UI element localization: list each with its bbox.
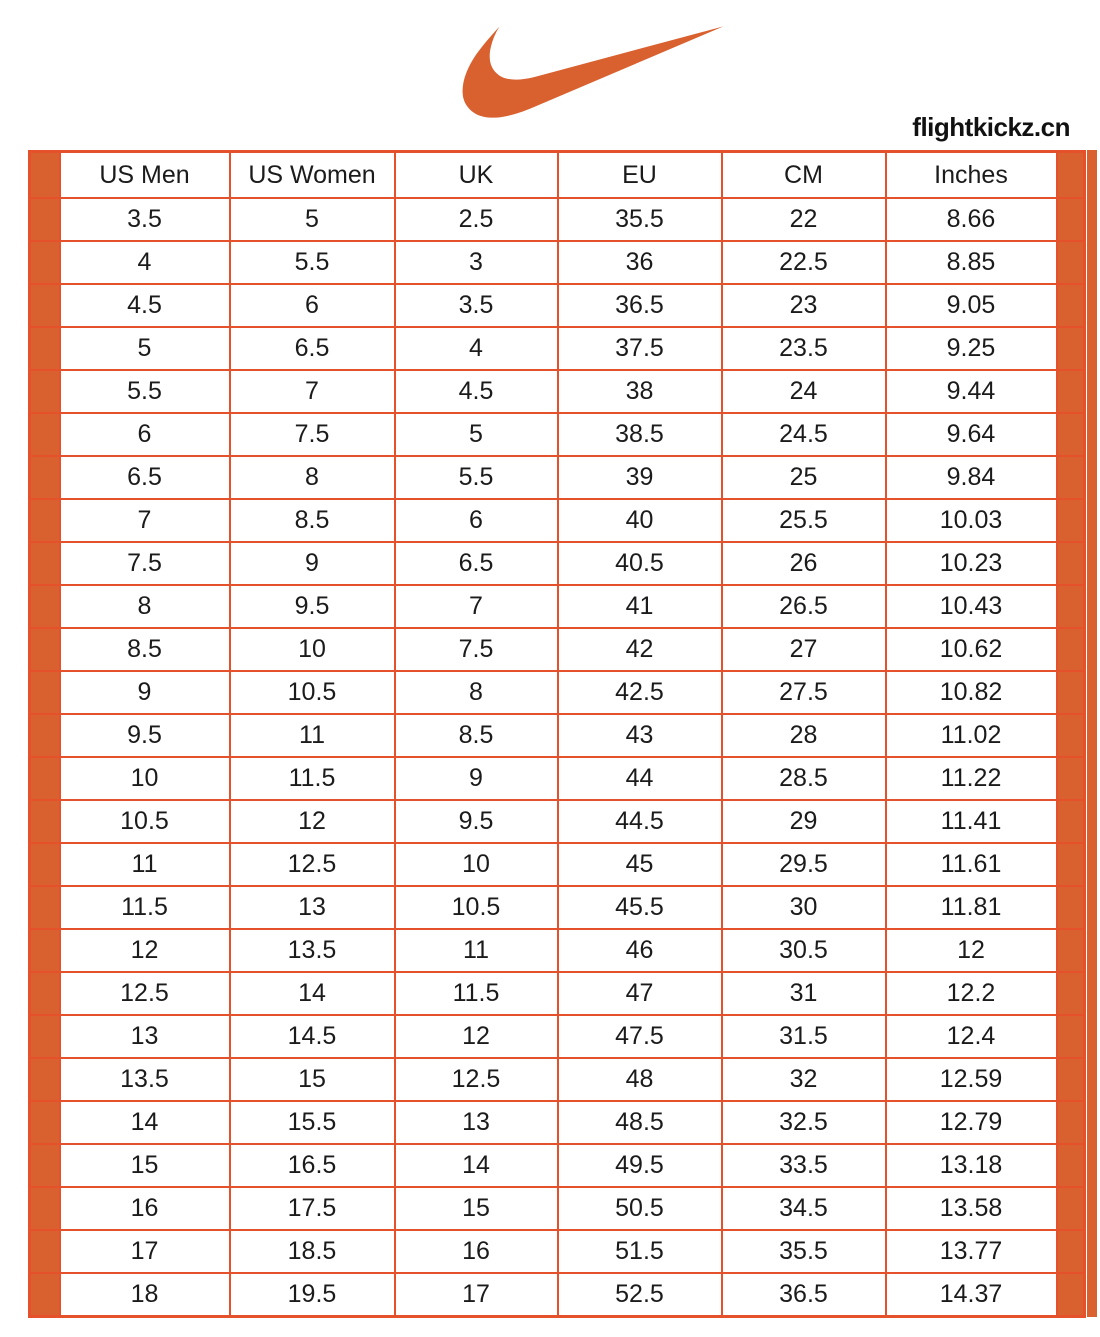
size-cell: 42 <box>558 628 722 671</box>
table-row <box>30 714 1085 757</box>
size-cell: 11.81 <box>886 886 1057 929</box>
size-cell: 16 <box>60 1187 230 1230</box>
table-row <box>30 499 1085 542</box>
accent-bar-cell <box>1057 152 1085 199</box>
size-cell: 13.18 <box>886 1144 1057 1187</box>
size-cell: 17.5 <box>230 1187 395 1230</box>
size-cell: 50.5 <box>558 1187 722 1230</box>
size-cell: 34.5 <box>722 1187 886 1230</box>
right-accent-stripe <box>1087 150 1097 1317</box>
size-cell: 12.5 <box>230 843 395 886</box>
size-cell: 7 <box>230 370 395 413</box>
size-cell: 10.82 <box>886 671 1057 714</box>
size-cell: 31 <box>722 972 886 1015</box>
size-cell: 11.02 <box>886 714 1057 757</box>
accent-bar-cell <box>30 1273 60 1317</box>
size-cell: 48.5 <box>558 1101 722 1144</box>
size-cell: 6 <box>230 284 395 327</box>
size-chart-table-wrap <box>28 150 1086 1318</box>
size-cell: 12 <box>60 929 230 972</box>
size-cell: 44 <box>558 757 722 800</box>
accent-bar-cell <box>1057 456 1085 499</box>
size-cell: 18.5 <box>230 1230 395 1273</box>
size-cell: 31.5 <box>722 1015 886 1058</box>
size-cell: 11 <box>230 714 395 757</box>
size-cell: 24.5 <box>722 413 886 456</box>
watermark-text: flightkickz.cn <box>912 112 1070 142</box>
table-row <box>30 370 1085 413</box>
size-cell: 4.5 <box>60 284 230 327</box>
size-cell: 25 <box>722 456 886 499</box>
size-cell: 51.5 <box>558 1230 722 1273</box>
size-cell: 9.5 <box>60 714 230 757</box>
size-cell: 8.5 <box>60 628 230 671</box>
size-cell: 13 <box>60 1015 230 1058</box>
size-cell: 9 <box>60 671 230 714</box>
size-cell: 10.43 <box>886 585 1057 628</box>
size-cell: 13.5 <box>60 1058 230 1101</box>
table-row <box>30 1058 1085 1101</box>
accent-bar-cell <box>1057 1015 1085 1058</box>
accent-bar-cell <box>30 800 60 843</box>
accent-bar-cell <box>30 714 60 757</box>
size-cell: 9.44 <box>886 370 1057 413</box>
size-cell: 10.5 <box>395 886 558 929</box>
accent-bar-cell <box>1057 671 1085 714</box>
table-row <box>30 241 1085 284</box>
size-cell: 26.5 <box>722 585 886 628</box>
size-cell: 11 <box>60 843 230 886</box>
size-cell: 10.5 <box>60 800 230 843</box>
table-row <box>30 886 1085 929</box>
size-cell: 30.5 <box>722 929 886 972</box>
size-cell: 15 <box>60 1144 230 1187</box>
size-cell: 10.03 <box>886 499 1057 542</box>
size-cell: 6.5 <box>395 542 558 585</box>
accent-bar-cell <box>30 499 60 542</box>
accent-bar-cell <box>1057 714 1085 757</box>
size-cell: 35.5 <box>722 1230 886 1273</box>
size-cell: 19.5 <box>230 1273 395 1317</box>
accent-bar-cell <box>30 1015 60 1058</box>
table-row <box>30 757 1085 800</box>
size-cell: 24 <box>722 370 886 413</box>
accent-bar-cell <box>30 152 60 199</box>
accent-bar-cell <box>30 929 60 972</box>
size-cell: 38 <box>558 370 722 413</box>
size-cell: 46 <box>558 929 722 972</box>
size-cell: 28 <box>722 714 886 757</box>
nike-swoosh-icon <box>463 26 724 117</box>
size-cell: 15 <box>230 1058 395 1101</box>
size-cell: 38.5 <box>558 413 722 456</box>
size-cell: 12.2 <box>886 972 1057 1015</box>
size-cell: 16.5 <box>230 1144 395 1187</box>
table-row <box>30 542 1085 585</box>
accent-bar-cell <box>30 1101 60 1144</box>
size-cell: 9.5 <box>230 585 395 628</box>
nike-swoosh-logo <box>452 22 734 122</box>
size-cell: 11.61 <box>886 843 1057 886</box>
size-cell: 9.84 <box>886 456 1057 499</box>
size-cell: 11.41 <box>886 800 1057 843</box>
size-cell: 8 <box>60 585 230 628</box>
size-cell: 9 <box>230 542 395 585</box>
accent-bar-cell <box>1057 1187 1085 1230</box>
accent-bar-cell <box>30 241 60 284</box>
size-cell: 8 <box>230 456 395 499</box>
size-cell: 11.5 <box>230 757 395 800</box>
size-cell: 9 <box>395 757 558 800</box>
size-cell: 33.5 <box>722 1144 886 1187</box>
table-row <box>30 972 1085 1015</box>
size-cell: 2.5 <box>395 198 558 241</box>
size-chart-table <box>28 150 1086 1318</box>
size-cell: 10.5 <box>230 671 395 714</box>
size-cell: 36 <box>558 241 722 284</box>
size-cell: 22 <box>722 198 886 241</box>
size-cell: 32 <box>722 1058 886 1101</box>
size-cell: 9.64 <box>886 413 1057 456</box>
accent-bar-cell <box>1057 1230 1085 1273</box>
size-cell: 27.5 <box>722 671 886 714</box>
size-cell: 9.25 <box>886 327 1057 370</box>
header-row <box>30 152 1085 199</box>
size-cell: 48 <box>558 1058 722 1101</box>
size-cell: 10 <box>230 628 395 671</box>
size-cell: 12 <box>886 929 1057 972</box>
accent-bar-cell <box>1057 499 1085 542</box>
table-row <box>30 1101 1085 1144</box>
size-cell: 10.62 <box>886 628 1057 671</box>
size-cell: 8.85 <box>886 241 1057 284</box>
size-cell: 12.5 <box>60 972 230 1015</box>
size-cell: 13.77 <box>886 1230 1057 1273</box>
size-cell: 12.4 <box>886 1015 1057 1058</box>
size-cell: 5.5 <box>60 370 230 413</box>
size-cell: 32.5 <box>722 1101 886 1144</box>
size-cell: 8.66 <box>886 198 1057 241</box>
size-cell: 37.5 <box>558 327 722 370</box>
size-cell: 41 <box>558 585 722 628</box>
accent-bar-cell <box>30 1058 60 1101</box>
accent-bar-cell <box>1057 198 1085 241</box>
size-cell: 4.5 <box>395 370 558 413</box>
accent-bar-cell <box>1057 370 1085 413</box>
size-cell: 12 <box>230 800 395 843</box>
size-chart-body <box>30 198 1085 1317</box>
size-cell: 25.5 <box>722 499 886 542</box>
column-header: UK <box>395 152 558 199</box>
size-cell: 12.79 <box>886 1101 1057 1144</box>
table-row <box>30 284 1085 327</box>
size-cell: 5 <box>395 413 558 456</box>
size-cell: 49.5 <box>558 1144 722 1187</box>
table-row <box>30 585 1085 628</box>
size-cell: 11.22 <box>886 757 1057 800</box>
accent-bar-cell <box>30 671 60 714</box>
accent-bar-cell <box>30 413 60 456</box>
size-cell: 10 <box>60 757 230 800</box>
accent-bar-cell <box>1057 327 1085 370</box>
size-cell: 23 <box>722 284 886 327</box>
size-cell: 6 <box>395 499 558 542</box>
size-cell: 14 <box>60 1101 230 1144</box>
column-header: US Women <box>230 152 395 199</box>
accent-bar-cell <box>30 886 60 929</box>
table-row <box>30 327 1085 370</box>
size-cell: 8.5 <box>395 714 558 757</box>
size-cell: 5 <box>60 327 230 370</box>
accent-bar-cell <box>30 628 60 671</box>
accent-bar-cell <box>1057 972 1085 1015</box>
size-cell: 12 <box>395 1015 558 1058</box>
column-header: Inches <box>886 152 1057 199</box>
accent-bar-cell <box>1057 1101 1085 1144</box>
size-cell: 10.23 <box>886 542 1057 585</box>
size-cell: 39 <box>558 456 722 499</box>
accent-bar-cell <box>30 1144 60 1187</box>
size-cell: 45 <box>558 843 722 886</box>
table-row <box>30 1015 1085 1058</box>
size-cell: 9.05 <box>886 284 1057 327</box>
table-row <box>30 929 1085 972</box>
table-row <box>30 1230 1085 1273</box>
size-cell: 5.5 <box>230 241 395 284</box>
size-cell: 4 <box>395 327 558 370</box>
accent-bar-cell <box>1057 284 1085 327</box>
size-cell: 47 <box>558 972 722 1015</box>
size-cell: 3.5 <box>395 284 558 327</box>
size-cell: 14 <box>230 972 395 1015</box>
accent-bar-cell <box>1057 1144 1085 1187</box>
table-row <box>30 843 1085 886</box>
table-row <box>30 628 1085 671</box>
size-cell: 13.58 <box>886 1187 1057 1230</box>
size-cell: 15.5 <box>230 1101 395 1144</box>
size-cell: 18 <box>60 1273 230 1317</box>
accent-bar-cell <box>1057 585 1085 628</box>
size-cell: 29.5 <box>722 843 886 886</box>
size-cell: 22.5 <box>722 241 886 284</box>
table-row <box>30 1144 1085 1187</box>
accent-bar-cell <box>1057 843 1085 886</box>
table-row <box>30 1187 1085 1230</box>
accent-bar-cell <box>1057 800 1085 843</box>
size-cell: 13.5 <box>230 929 395 972</box>
size-cell: 13 <box>230 886 395 929</box>
size-cell: 30 <box>722 886 886 929</box>
accent-bar-cell <box>1057 886 1085 929</box>
size-cell: 23.5 <box>722 327 886 370</box>
size-cell: 14 <box>395 1144 558 1187</box>
table-row <box>30 456 1085 499</box>
accent-bar-cell <box>1057 241 1085 284</box>
size-cell: 12.59 <box>886 1058 1057 1101</box>
size-cell: 36.5 <box>558 284 722 327</box>
table-row <box>30 800 1085 843</box>
size-cell: 6.5 <box>60 456 230 499</box>
accent-bar-cell <box>30 327 60 370</box>
column-header: CM <box>722 152 886 199</box>
accent-bar-cell <box>30 284 60 327</box>
table-row <box>30 671 1085 714</box>
size-cell: 8.5 <box>230 499 395 542</box>
accent-bar-cell <box>30 456 60 499</box>
accent-bar-cell <box>1057 542 1085 585</box>
size-cell: 4 <box>60 241 230 284</box>
accent-bar-cell <box>30 585 60 628</box>
table-row <box>30 198 1085 241</box>
accent-bar-cell <box>1057 757 1085 800</box>
size-cell: 28.5 <box>722 757 886 800</box>
size-cell: 14.37 <box>886 1273 1057 1317</box>
accent-bar-cell <box>30 1230 60 1273</box>
size-cell: 14.5 <box>230 1015 395 1058</box>
table-row <box>30 1273 1085 1317</box>
size-cell: 16 <box>395 1230 558 1273</box>
size-cell: 11 <box>395 929 558 972</box>
size-cell: 9.5 <box>395 800 558 843</box>
accent-bar-cell <box>30 757 60 800</box>
size-cell: 40 <box>558 499 722 542</box>
size-cell: 35.5 <box>558 198 722 241</box>
accent-bar-cell <box>1057 413 1085 456</box>
size-cell: 6 <box>60 413 230 456</box>
accent-bar-cell <box>30 542 60 585</box>
size-cell: 43 <box>558 714 722 757</box>
accent-bar-cell <box>1057 929 1085 972</box>
accent-bar-cell <box>30 1187 60 1230</box>
size-cell: 44.5 <box>558 800 722 843</box>
size-cell: 15 <box>395 1187 558 1230</box>
size-cell: 6.5 <box>230 327 395 370</box>
size-cell: 10 <box>395 843 558 886</box>
size-cell: 5 <box>230 198 395 241</box>
size-cell: 7.5 <box>60 542 230 585</box>
size-cell: 26 <box>722 542 886 585</box>
size-cell: 52.5 <box>558 1273 722 1317</box>
size-cell: 11.5 <box>60 886 230 929</box>
size-cell: 45.5 <box>558 886 722 929</box>
size-cell: 29 <box>722 800 886 843</box>
size-cell: 7.5 <box>230 413 395 456</box>
size-cell: 8 <box>395 671 558 714</box>
size-cell: 3.5 <box>60 198 230 241</box>
accent-bar-cell <box>1057 1273 1085 1317</box>
size-cell: 47.5 <box>558 1015 722 1058</box>
size-cell: 36.5 <box>722 1273 886 1317</box>
size-chart-header <box>30 152 1085 199</box>
accent-bar-cell <box>30 843 60 886</box>
accent-bar-cell <box>1057 1058 1085 1101</box>
size-cell: 7.5 <box>395 628 558 671</box>
column-header: US Men <box>60 152 230 199</box>
size-cell: 3 <box>395 241 558 284</box>
column-header: EU <box>558 152 722 199</box>
size-cell: 27 <box>722 628 886 671</box>
size-cell: 12.5 <box>395 1058 558 1101</box>
accent-bar-cell <box>30 370 60 413</box>
size-cell: 7 <box>60 499 230 542</box>
accent-bar-cell <box>30 198 60 241</box>
size-cell: 11.5 <box>395 972 558 1015</box>
size-cell: 13 <box>395 1101 558 1144</box>
size-cell: 5.5 <box>395 456 558 499</box>
size-cell: 40.5 <box>558 542 722 585</box>
size-cell: 17 <box>395 1273 558 1317</box>
accent-bar-cell <box>30 972 60 1015</box>
size-cell: 17 <box>60 1230 230 1273</box>
size-cell: 7 <box>395 585 558 628</box>
table-row <box>30 413 1085 456</box>
size-cell: 42.5 <box>558 671 722 714</box>
accent-bar-cell <box>1057 628 1085 671</box>
